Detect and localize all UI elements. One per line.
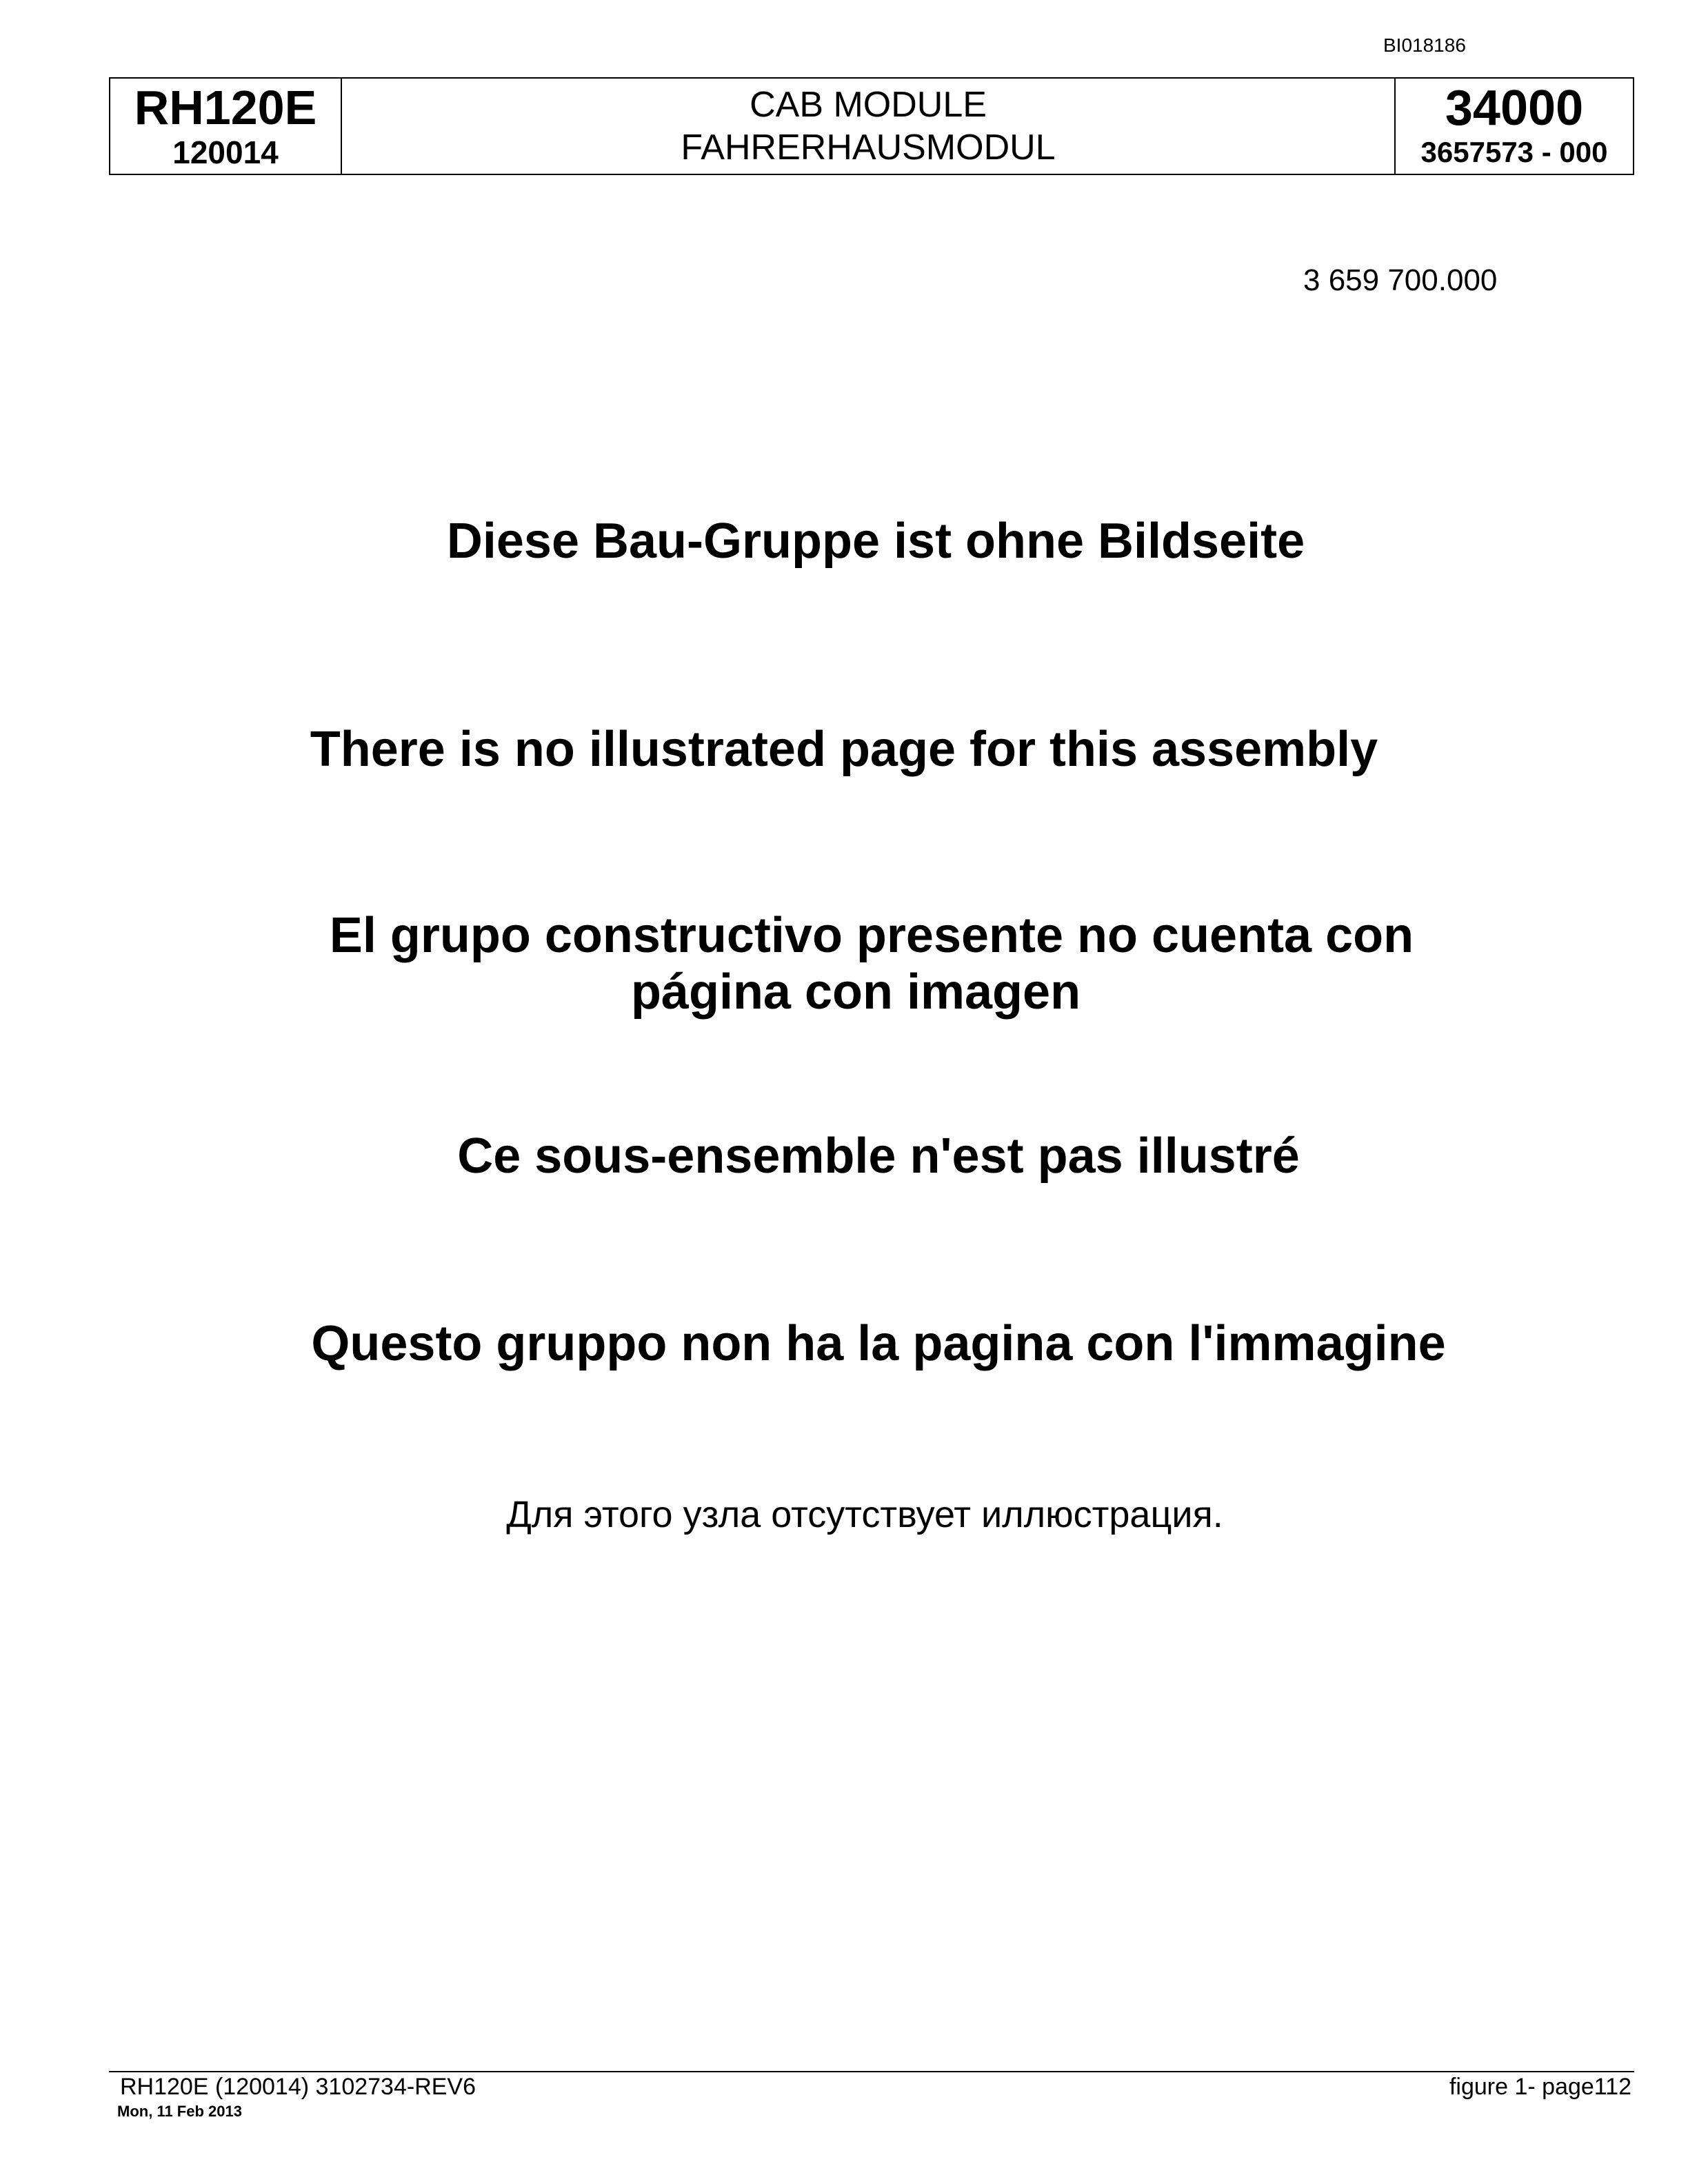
notice-russian: Для этого узла отсутствует иллюстрация. — [506, 1494, 1223, 1535]
footer-page-ref: figure 1- page112 — [1449, 2074, 1631, 2100]
machine-model: RH120E — [134, 81, 317, 134]
notice-german: Diese Bau-Gruppe ist ohne Bildseite — [446, 514, 1305, 569]
footer-divider — [109, 2071, 1634, 2072]
document-id: BI018186 — [1383, 34, 1466, 56]
notice-french: Ce sous-ensemble n'est pas illustré — [457, 1129, 1300, 1184]
group-cell — [1396, 79, 1633, 174]
title-cell — [342, 79, 1396, 174]
notice-spanish-line2: página con imagen — [630, 964, 1081, 1020]
notice-italian: Questo gruppo non ha la pagina con l'immagine — [311, 1316, 1446, 1371]
group-number: 34000 — [1445, 81, 1584, 136]
assembly-number: 3 659 700.000 — [1303, 263, 1498, 297]
notice-english: There is no illustrated page for this assembly — [310, 722, 1378, 777]
machine-serial: 120014 — [172, 134, 279, 170]
notice-spanish-line1: El grupo constructivo presente no cuenta con — [329, 908, 1414, 963]
model-cell — [110, 79, 342, 174]
header-table — [109, 77, 1634, 175]
footer-date: Mon, 11 Feb 2013 — [117, 2103, 242, 2120]
footer-document-ref: RH120E (120014) 3102734-REV6 — [120, 2074, 476, 2100]
notice-spanish — [28, 907, 1688, 1020]
part-number: 3657573 - 000 — [1420, 136, 1608, 168]
module-title-en: CAB MODULE — [750, 85, 987, 125]
module-title-de: FAHRERHAUSMODUL — [681, 128, 1056, 168]
